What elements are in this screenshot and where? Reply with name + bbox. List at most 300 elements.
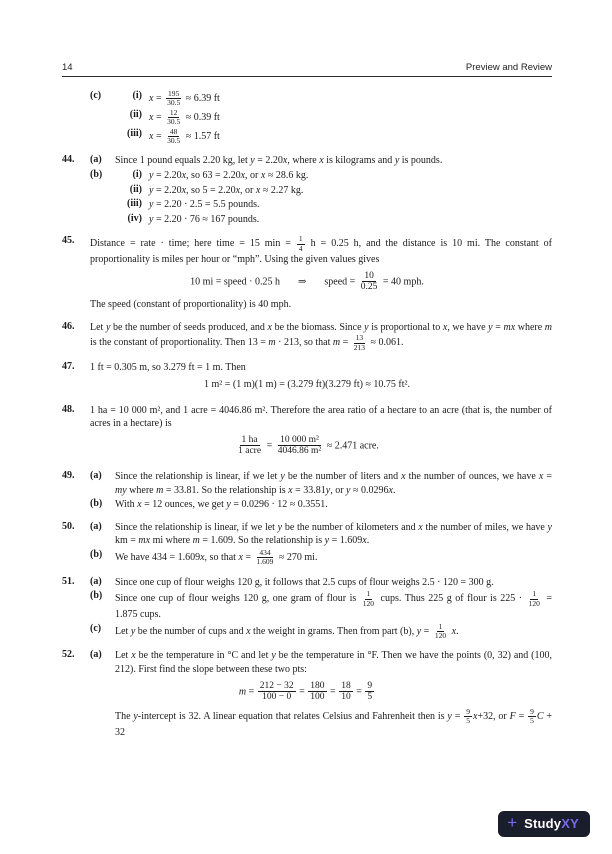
fraction-denominator: 5	[530, 716, 534, 726]
fraction-numerator: 1	[438, 621, 443, 631]
text-run: where	[515, 321, 545, 333]
block-text	[149, 128, 552, 146]
text-run: , so 5 = 2.20	[186, 184, 236, 196]
fraction	[165, 128, 182, 146]
math-variable: x	[131, 650, 136, 662]
sub-item	[90, 90, 552, 108]
text-run: Let	[90, 321, 106, 333]
text-run: is kilograms and	[323, 155, 395, 167]
fraction-numerator: 10 000 m²	[280, 434, 319, 445]
text-run: ≈ 0.39 ft	[183, 111, 220, 123]
math-variable: x	[181, 184, 187, 196]
sub-item	[90, 198, 552, 212]
text-run: =	[421, 625, 432, 637]
math-variable: y	[488, 321, 493, 333]
sub-label: (b)	[90, 498, 103, 510]
item-number: 47.	[62, 360, 75, 372]
math-variable: y	[250, 155, 255, 167]
solution-item	[62, 361, 552, 396]
math-variable: y	[149, 199, 154, 211]
math-variable: y	[280, 470, 285, 482]
text-run: +32, or	[477, 711, 510, 723]
text-run: = 1.609. So the relationship is	[199, 535, 325, 547]
logo-text-study: Study	[524, 816, 562, 831]
item-body	[90, 321, 552, 353]
sub-label	[90, 128, 115, 146]
fraction-denominator: 4046.86 m²	[277, 446, 322, 457]
solution-item	[62, 90, 552, 146]
text-run: be the number of cups and	[135, 625, 247, 637]
item-body	[90, 361, 552, 396]
text-run: = 40 mph.	[380, 276, 424, 288]
fraction-numerator: 10	[364, 270, 374, 281]
text-run: =	[340, 337, 351, 349]
item-body	[90, 649, 552, 740]
text-run: = 33.81	[292, 484, 326, 496]
text-run: .	[366, 535, 370, 547]
paragraph	[90, 298, 552, 312]
fraction-numerator: 9	[530, 706, 534, 716]
math-variable: x	[149, 93, 154, 105]
math-variable: my	[115, 484, 127, 496]
fraction-numerator: 195	[168, 89, 180, 98]
math-variable: C	[536, 711, 544, 723]
text-run: = 33.81. So the relationship is	[163, 484, 289, 496]
page-number: 14	[62, 62, 73, 73]
text-run: the weight in grams. Then from part (b),	[250, 625, 417, 637]
math-variable: y	[324, 535, 330, 547]
math-variable: x	[246, 625, 251, 637]
math-variable: y	[149, 169, 154, 181]
text-run: 1 ha = 10 000 m², and 1 acre = 4046.86 m². Therefore the area ratio of a hectare to an acre (that is, the number of acres in a hectare) is	[90, 404, 552, 430]
math-variable: y	[394, 155, 400, 167]
text-run: -intercept is 32. A linear equation that relates Celsius and Fahrenheit then is	[137, 711, 448, 723]
fraction-denominator: 10	[341, 692, 351, 703]
solution-item	[62, 235, 552, 312]
text-run: Distance = rate · time; here time = 15 min =	[90, 238, 296, 250]
item-number: 48.	[62, 403, 75, 415]
fraction	[464, 708, 472, 726]
sub-item	[90, 708, 552, 739]
text-run: =	[153, 93, 165, 105]
fraction	[528, 708, 536, 726]
block-text	[149, 90, 552, 108]
text-run: = 1.875 cups.	[115, 593, 553, 621]
paragraph	[90, 404, 552, 431]
item-body	[90, 521, 552, 568]
block-text	[115, 649, 552, 676]
sub-label	[90, 708, 115, 739]
text-run: , we have	[447, 321, 489, 333]
text-run: · 213, so that	[275, 337, 333, 349]
sub-label: (c)	[90, 90, 102, 101]
math-variable: x	[200, 552, 205, 564]
block-text	[115, 521, 552, 548]
text-run: =	[353, 686, 365, 698]
text-run: Since the relationship is linear, if we let	[115, 521, 278, 533]
text-run: , or	[240, 184, 256, 196]
sub-label: (b)	[90, 548, 103, 560]
item-number: 46.	[62, 320, 75, 332]
text-run: ≈ 1.57 ft	[183, 130, 220, 142]
math-variable: m	[544, 321, 553, 333]
display-equation	[62, 435, 552, 457]
fraction-denominator: 120	[362, 598, 375, 608]
sub-label: (b)	[90, 590, 103, 602]
fraction-denominator: 5	[466, 716, 470, 726]
fraction-numerator: 18	[341, 680, 351, 691]
text-run: = 1.609	[329, 535, 363, 547]
header-title: Preview and Review	[465, 62, 552, 73]
roman-label: (iii)	[127, 198, 142, 210]
text-run: ≈ 0.061.	[367, 337, 404, 349]
text-run: = 2.20 · 76 ≈ 167 pounds.	[153, 213, 260, 225]
roman-label: (iii)	[127, 127, 142, 139]
fraction-denominator: 120	[528, 598, 540, 608]
block-text	[115, 549, 552, 567]
text-run: ≈ 2.27 kg.	[260, 184, 304, 196]
fraction-numerator: 434	[259, 547, 271, 557]
math-variable: x	[238, 552, 243, 564]
fraction-numerator: 1	[532, 589, 537, 599]
logo-text	[524, 816, 579, 831]
fraction-numerator: 12	[169, 107, 178, 117]
item-body	[90, 470, 552, 513]
text-run: Since 1 pound equals 2.20 kg, let	[115, 155, 251, 167]
sub-item	[90, 590, 552, 621]
fraction-numerator: 1	[366, 589, 371, 599]
math-variable: x	[288, 484, 293, 496]
math-variable: x	[451, 625, 457, 637]
fraction-numerator: 9	[367, 680, 373, 691]
text-run: ⇒	[297, 276, 307, 288]
solution-item	[62, 521, 552, 568]
sub-item	[90, 184, 552, 198]
roman-label: (i)	[132, 168, 142, 180]
text-run: = 2.20	[153, 184, 182, 196]
text-run: Since the relationship is linear, if we let	[115, 470, 281, 482]
text-run: = 0.0296 · 12 ≈ 0.3551.	[230, 499, 328, 511]
fraction-denominator: 100 − 0	[262, 692, 292, 703]
fraction-denominator: 5	[367, 692, 373, 703]
block-text	[90, 321, 552, 352]
fraction-denominator: 30.5	[167, 117, 181, 127]
math-variable: x	[472, 711, 478, 723]
text-run: the number of ounces, we have	[405, 470, 539, 482]
text-run: ≈ 0.0296	[350, 484, 389, 496]
math-variable: y	[271, 650, 276, 662]
math-variable: x	[267, 321, 272, 333]
text-run: =	[296, 686, 308, 698]
text-run: speed =	[324, 276, 358, 288]
fraction	[308, 681, 326, 703]
fraction-denominator: 0.25	[360, 282, 378, 293]
fraction	[352, 334, 367, 352]
item-number: 45.	[62, 235, 75, 247]
math-variable: y	[226, 499, 231, 511]
text-run: =	[242, 552, 254, 564]
text-run: be the number of seeds produced, and	[110, 321, 268, 333]
text-run: =	[543, 470, 553, 482]
paragraph	[90, 321, 552, 352]
text-run: be the temperature in °C and let	[135, 650, 272, 662]
math-variable: x	[388, 484, 393, 496]
text-run: 10 mi = speed · 0.25 h	[190, 276, 280, 288]
fraction-denominator: 1 acre	[238, 446, 262, 457]
math-variable: x	[319, 155, 324, 167]
sub-label	[90, 213, 115, 227]
text-run: ≈ 28.6 kg.	[265, 169, 309, 181]
math-variable: x	[240, 169, 246, 181]
fraction	[255, 549, 276, 567]
display-equation	[62, 379, 552, 391]
math-variable: x	[149, 111, 154, 123]
text-run: =	[327, 686, 339, 698]
solutions-list	[62, 90, 552, 740]
text-run: is pounds.	[399, 155, 443, 167]
text-run: .	[456, 625, 459, 637]
sub-label: (a)	[90, 154, 102, 166]
sub-item	[90, 169, 552, 183]
sub-item	[90, 109, 552, 127]
sub-label: (a)	[90, 469, 102, 481]
fraction-denominator: 100	[310, 692, 325, 703]
plus-icon: +	[507, 813, 518, 832]
math-variable: x	[362, 535, 367, 547]
math-variable: mx	[503, 321, 516, 333]
paragraph	[90, 361, 552, 375]
item-body	[90, 576, 552, 642]
sub-label: (c)	[90, 622, 102, 634]
text-run: Since one cup of flour weighs 120 g, one gram of flour is	[115, 593, 360, 605]
math-variable: y	[346, 484, 351, 496]
block-text	[90, 404, 552, 431]
math-variable: x	[137, 499, 142, 511]
text-run: We have 434 = 1.609	[115, 552, 201, 564]
math-variable: m	[238, 686, 247, 698]
math-variable: y	[149, 213, 154, 225]
block-text	[149, 169, 552, 183]
text-run: .	[392, 484, 396, 496]
fraction-numerator: 9	[466, 706, 470, 716]
fraction-denominator: 1.609	[256, 557, 274, 567]
sub-label	[90, 198, 115, 212]
logo-text-xy: XY	[561, 816, 579, 831]
math-variable: m	[156, 484, 164, 496]
math-variable: x	[149, 130, 154, 142]
sub-item	[90, 498, 552, 512]
text-run: h = 0.25 h, and the distance is 10 mi. The constant of proportionality is miles per hour or “mph”. Using the given values gives	[90, 238, 553, 266]
fraction-numerator: 1 ha	[241, 434, 258, 445]
text-run: km =	[115, 535, 139, 547]
text-run: 1 ft = 0.305 m, so 3.279 ft = 1 m. Then	[90, 361, 246, 373]
fraction	[365, 681, 374, 703]
math-variable: x	[282, 155, 288, 167]
text-run: =	[515, 711, 528, 723]
block-text	[149, 198, 552, 212]
text-run: mi where	[150, 535, 193, 547]
roman-label: (i)	[132, 90, 142, 101]
sub-label	[90, 184, 115, 198]
text-run: be the number of kilometers and	[282, 521, 419, 533]
text-run: , or	[245, 169, 261, 181]
sub-item	[90, 649, 552, 676]
block-text	[115, 590, 552, 621]
text-run: be the temperature in °F. Then we have the points (0, 32) and (100, 212). First find the slope between these two pts:	[115, 650, 552, 676]
math-variable: x	[442, 321, 448, 333]
math-variable: y	[105, 321, 111, 333]
block-text	[115, 708, 552, 739]
sub-item	[90, 128, 552, 146]
fraction-denominator: 120	[434, 631, 447, 641]
item-body	[90, 90, 552, 146]
text-run: Let	[115, 625, 131, 637]
math-variable: y	[416, 625, 422, 637]
solution-item	[62, 321, 552, 353]
item-number: 52.	[62, 649, 75, 661]
text-run: is the constant of proportionality. Then 13 =	[90, 337, 269, 349]
studyxy-logo	[498, 811, 590, 837]
math-variable: x	[418, 521, 423, 533]
sub-item	[90, 623, 552, 641]
text-run: = 2.20	[254, 155, 283, 167]
text-run: =	[492, 321, 504, 333]
text-run: where	[126, 484, 157, 496]
display-equation	[62, 271, 552, 293]
paragraph	[90, 235, 552, 266]
fraction	[527, 590, 542, 608]
item-number: 50.	[62, 520, 75, 532]
block-text	[115, 154, 552, 168]
fraction	[236, 435, 263, 457]
fraction-numerator: 1	[298, 234, 303, 244]
math-variable: x	[538, 470, 544, 482]
math-variable: y	[277, 521, 283, 533]
item-body	[90, 235, 552, 312]
math-variable: y	[364, 321, 369, 333]
block-text	[90, 235, 552, 266]
fraction	[361, 590, 376, 608]
block-text	[149, 184, 552, 198]
sub-label	[90, 109, 115, 127]
fraction	[165, 90, 182, 108]
sub-item	[90, 521, 552, 548]
fraction	[359, 271, 380, 293]
fraction	[165, 109, 182, 127]
solution-item	[62, 404, 552, 462]
fraction	[339, 681, 353, 703]
fraction-denominator: 30.5	[167, 98, 181, 108]
block-text	[90, 298, 552, 312]
math-variable: y	[547, 521, 552, 533]
sub-label: (a)	[90, 520, 102, 532]
text-run: Let	[115, 650, 132, 662]
text-run: The	[115, 711, 134, 723]
math-variable: x	[181, 169, 187, 181]
text-run: be the biomass. Since	[271, 321, 365, 333]
block-text	[115, 623, 552, 641]
math-variable: y	[130, 625, 136, 637]
text-run: The speed (constant of proportionality) is 40 mph.	[90, 298, 292, 310]
item-number	[62, 90, 90, 146]
text-run: cups. Thus 225 g of flour is 225 ·	[377, 593, 526, 605]
display-equation	[62, 681, 552, 703]
item-body	[90, 404, 552, 462]
math-variable: mx	[138, 535, 151, 547]
math-variable: x	[401, 470, 406, 482]
block-text	[115, 498, 552, 512]
text-run: , so 63 = 2.20	[186, 169, 241, 181]
fraction-numerator: 180	[310, 680, 325, 691]
fraction-numerator: 13	[355, 333, 364, 343]
block-text	[115, 576, 552, 590]
text-run: =	[451, 711, 464, 723]
math-variable: y	[133, 711, 138, 723]
sub-label: (a)	[90, 575, 102, 587]
item-number: 51.	[62, 575, 75, 587]
text-run: =	[264, 440, 275, 452]
item-body	[90, 154, 552, 227]
math-variable: m	[268, 337, 276, 349]
math-variable: x	[235, 184, 241, 196]
fraction	[276, 435, 324, 457]
roman-label: (ii)	[129, 183, 142, 195]
math-variable: x	[255, 184, 261, 196]
sub-item	[90, 549, 552, 567]
page-header	[62, 62, 552, 77]
solution-item	[62, 154, 552, 227]
text-run: With	[115, 499, 138, 511]
text-run: = 2.20	[153, 169, 182, 181]
text-run: = 2.20 · 2.5 = 5.5 pounds.	[153, 199, 260, 211]
text-run: =	[153, 130, 165, 142]
math-variable: x	[260, 169, 266, 181]
fraction	[258, 681, 296, 703]
math-variable: m	[192, 535, 200, 547]
item-number: 49.	[62, 469, 75, 481]
sub-item	[90, 576, 552, 590]
text-run: be the number of liters and	[284, 470, 402, 482]
text-run: = 12 ounces, we get	[141, 499, 227, 511]
item-number: 44.	[62, 154, 75, 166]
text-run: is proportional to	[368, 321, 443, 333]
block-text	[149, 213, 552, 227]
text-run: Since one cup of flour weighs 120 g, it follows that 2.5 cups of flour weighs 2.5 · 120 = 300 g.	[115, 576, 494, 588]
fraction	[297, 235, 305, 253]
text-run: , or	[330, 484, 347, 496]
math-variable: y	[325, 484, 331, 496]
text-run: 1 m² = (1 m)(1 m) = (3.279 ft)(3.279 ft) ≈ 10.75 ft².	[203, 378, 411, 390]
solution-item	[62, 576, 552, 642]
text-run: the number of miles, we have	[422, 521, 548, 533]
solution-item	[62, 649, 552, 740]
block-text	[90, 361, 552, 375]
text-run: =	[153, 111, 165, 123]
fraction-denominator: 213	[353, 342, 365, 352]
fraction-denominator: 30.5	[167, 135, 181, 145]
sub-item	[90, 154, 552, 168]
text-run: + 32	[115, 711, 553, 738]
text-run: , where	[287, 155, 320, 167]
block-text	[149, 109, 552, 127]
fraction-numerator: 212 − 32	[259, 680, 294, 691]
solution-item	[62, 470, 552, 513]
block-text	[115, 470, 552, 497]
sub-item	[90, 213, 552, 227]
text-run: =	[246, 686, 257, 698]
text-run: ≈ 270 mi.	[276, 552, 318, 564]
fraction-numerator: 48	[169, 126, 178, 136]
